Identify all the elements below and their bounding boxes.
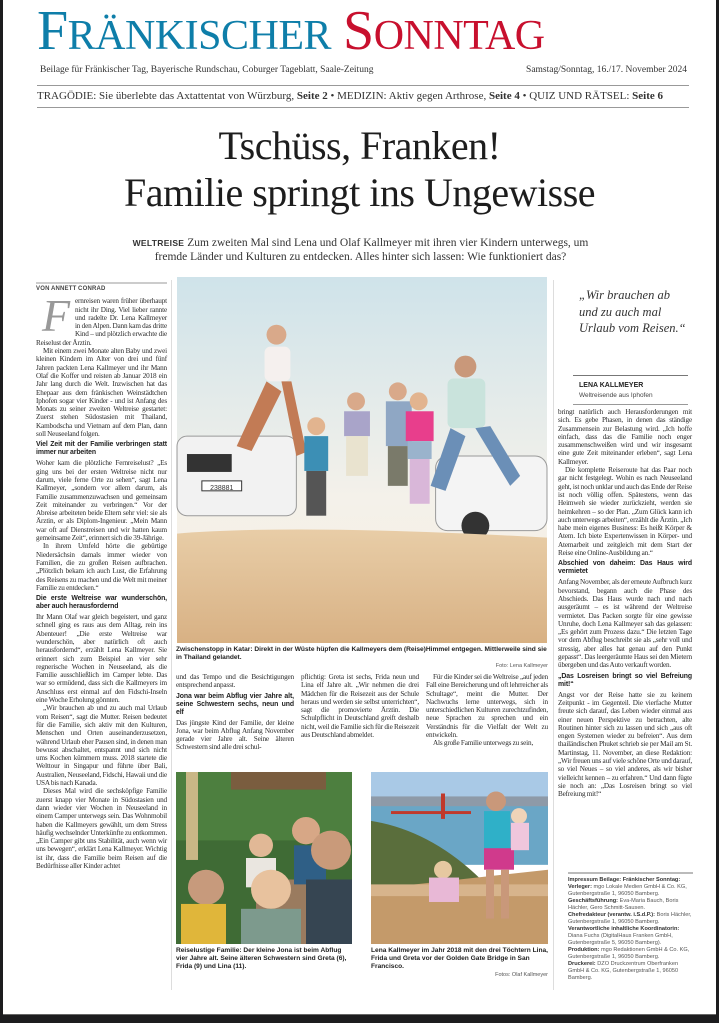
teaser-item[interactable]	[337, 90, 520, 102]
kicker: WELTREISE	[132, 238, 185, 248]
paragraph: Mit einem zwei Monate alten Baby und zwei kleinen Kindern im Alter von drei und fünf Jahren packten Lena Kallmeyer und ihr Mann Olaf die Koffer und reisten ab Januar 2018 ein Jahr lang durch die Welt. Inzwischen hat das Ehepaar aus dem fränkischen Weinstädtchen Iphofen sogar vier Kinder - und ist Anfang des Monats zu seiner zweiten Weltreise gestartet: Zuerst stehen Südostasien mit Thailand, Kambodscha und Vietnam auf dem Plan, dann soll Neuseeland folgen.	[36, 347, 167, 439]
article-column-1	[36, 282, 167, 870]
newspaper-page	[3, 0, 716, 1015]
impressum	[568, 872, 693, 982]
byline: VON ANNETT CONRAD	[36, 282, 167, 293]
bridge-tower	[441, 794, 445, 819]
supplement-line: Beilage für Fränkischer Tag, Bayerische Rundschau, Coburger Tageblatt, Saale-Zeitung	[40, 65, 374, 75]
paragraph: Dieses Mal wird die sechsköpfige Familie zuerst knapp vier Monate in Südostasien und dann wieder vier Wochen in Neuseeland in einem Camper unterwegs sein. Das Wohnmobil haben die Kallmeyers gewählt, um dem Stress häufig wechselnder Unterkünfte zu entkommen. „Ein Camper gibt uns Stabilität, auch wenn wir uns bewegen“, erklärt Lena Kallmeyer. Wichtig ist ihr, dass die Familie beim Reisen auf die Bedürfnisse aller Kinder achtet	[36, 787, 167, 870]
golden-gate-photo-image	[371, 772, 548, 944]
selfie-photo-caption	[176, 947, 352, 971]
subheading: Jona war beim Abflug vier Jahre alt, seine Schwestern sechs, neun und elf	[176, 692, 294, 716]
main-photo	[176, 277, 548, 643]
teaser-text: Sie überlebte das Axtattentat von Würzburg,	[99, 90, 295, 102]
paragraph: pflichtig: Greta ist sechs, Frida neun und Lina elf Jahre alt. „Wir nehmen die drei Mädchen für die Reisezeit aus der Schule heraus und werden sie selbst unterrichten“, sagt die promovierte Ärztin. Die Schulpflicht in Deutschland greift deshalb nicht, weil die Familie sich für die Reisezeit aus Deutschland abmeldet.	[301, 673, 419, 740]
column-rule	[553, 280, 554, 990]
article-column-4	[426, 673, 548, 748]
paragraph: Anfang November, als der erneute Aufbruch kurz bevorstand, begann auch die Phase des Abschieds. Das Haus wurde nach und nach ausgeräumt – es ist während der Weltreise vermietet. Das Packen sorgte für eine gewisse Unruhe, doch Lena Kallmeyer sah das gelassen: „Es gehört zum Prozess dazu.“ Die letzten Tage vor dem Abflug beschreibt sie als „sehr voll und stressig, aber alles hat genau auf den Punkt gepasst“. Das leergeräumte Haus sei den Mietern übergeben und das Auto verkauft worden.	[558, 578, 692, 670]
selfie-photo-image	[176, 772, 352, 944]
teaser-item[interactable]	[37, 90, 328, 102]
photo-credit: Foto: Lena Kallmeyer	[495, 663, 548, 669]
subheading: „Das Losreisen bringt so viel Befreiung mit!“	[558, 672, 692, 688]
golden-gate-caption	[371, 947, 548, 979]
photo-credit: Fotos: Olaf Kallmeyer	[495, 972, 548, 978]
subheading: Abschied von daheim: Das Haus wird vermietet	[558, 560, 692, 576]
family-selfie-photo	[176, 772, 352, 944]
teaser-page: Seite 6	[632, 90, 664, 102]
license-plate: 238881	[210, 484, 234, 492]
paragraph: bringt natürlich auch Herausforderungen mit sich. Es gebe Phasen, in denen das ständige Zusammensein zur Belastung wird. „Ich hoffe einfach, dass das die Familie noch enger zusammenschweißen wird und wir insgesamt eine gute Zeit miteinander erleben“, sagt Lena Kallmeyer.	[558, 408, 692, 466]
masthead-initial-2: S	[343, 0, 374, 62]
subheading: Viel Zeit mit der Familie verbringen statt immer nur arbeiten	[36, 441, 167, 457]
masthead-rest-2: ONNTAG	[373, 13, 545, 59]
paragraph: Angst vor der Reise hatte sie zu keinem Zeitpunkt - im Gegenteil. Die vierfache Mutter freute sich darauf, das Leben wieder einmal aus einer neuen Perspektive zu betrachten, alte Routinen hinter sich zu lassen und sich „aus oft engen Systemen wieder zu befreien“. Aus dem thailändischen Phuket schrieb sie per Mail am St. Martinstag, 11. November, an diese Redaktion: „Wir freuen uns auf viele schöne Orte und darauf, so viel Neues – so viel anderes, als wir bisher vielleicht kennen – zu erfahren.“ Und dann fügte sie noch an: „Das Losreisen bringt so viel Befreiung mit!“	[558, 690, 692, 799]
teaser-bar	[37, 85, 689, 108]
impressum-text: mgo Lokale Medien GmbH & Co. KG, Gutenbergstraße 1, 96050 Bamberg.	[568, 884, 687, 897]
sand-dune	[177, 529, 547, 643]
paragraph: ernreisen waren früher überhaupt nicht ihr Ding. Viel lieber rannte und radelte Dr. Lena Kallmeyer in den Alpen. Dann kam das dritte Kind – und plötzlich erwachte die Reiselust der Ärztin.	[36, 297, 167, 347]
divider	[573, 375, 688, 376]
headline-line-2: Familie springt ins Ungewisse	[123, 170, 596, 215]
headline	[3, 122, 716, 216]
impressum-label: Produktion:	[568, 947, 600, 953]
article-column-3	[301, 673, 419, 739]
divider	[573, 404, 688, 405]
subheading: Die erste Weltreise war wunderschön, aber auch herausfordernd	[36, 595, 167, 611]
pull-quote-role: Weltreisende aus Iphofen	[579, 392, 653, 399]
teaser-separator: •	[522, 90, 527, 102]
main-photo-caption	[176, 646, 548, 670]
pull-quote-name: LENA KALLMEYER	[579, 382, 644, 389]
paragraph: „Wir brauchen ab und zu auch mal Urlaub vom Reisen“, sagt die Mutter. Reisen bedeutet für die Familie, sich aktiv mit den Kulturen, Menschen und Orten auseinanderzusetzen, während Urlaub eher Pausen sind, in denen man bewusst abschaltet, entspannt und sich nicht ums Kochen kümmern muss. 2018 startete die Welttour in Singapur und führte über Bali, Australien, Neuseeland, Fidschi, Hawaii und die USA bis nach Kanada.	[36, 704, 167, 788]
pull-quote: „Wir brauchen ab und zu auch mal Urlaub vom Reisen.“	[579, 288, 686, 335]
paragraph: Als große Familie unterwegs zu sein,	[433, 739, 534, 748]
impressum-label: Verleger:	[568, 884, 592, 890]
impressum-label: Druckerei:	[568, 961, 596, 967]
deck-text: Zum zweiten Mal sind Lena und Olaf Kallmeyer mit ihren vier Kindern unterwegs, um fremde Länder und Kulturen zu entdecken. Alles hinter sich lassen: Wie funktioniert das?	[154, 237, 589, 263]
teaser-text: Aktiv gegen Arthrose,	[388, 90, 487, 102]
masthead	[37, 2, 687, 60]
paragraph: In ihrem Umfeld hörte die gebürtige Niedersächsin damals immer wieder von Familien, die zu großen Reisen aufbrachen. „Plötzlich bekam ich auch Lust, die Erfahrung des Reisens zu machen und die Welt mit meiner Familie zu entdecken.“	[36, 542, 167, 592]
impressum-label: Verantwortliche inhaltliche Koordinatorin:	[568, 926, 680, 932]
golden-gate-photo	[371, 772, 548, 944]
teaser-topic: TRAGÖDIE:	[37, 90, 97, 102]
impressum-text: DZO Druckzentrum Oberfranken GmbH & Co. KG, Gutenbergstraße 1, 96050 Bamberg.	[568, 961, 679, 981]
article-column-5	[558, 408, 692, 798]
impressum-title: Impressum Beilage: Fränkischer Sonntag:	[568, 877, 681, 883]
impressum-text: Boris Hächler, Gutenbergstraße 1, 96050 Bamberg.	[568, 912, 692, 925]
masthead-title-part1	[37, 0, 331, 62]
masthead-subline	[40, 64, 687, 76]
headline-line-1: Tschüss, Franken!	[218, 123, 501, 168]
caption-text: Lena Kallmeyer im Jahr 2018 mit den drei Töchtern Lina, Frida und Greta vor der Golden Gate Bridge in San Francisco.	[371, 947, 548, 970]
paragraph: Für die Kinder sei die Weltreise „auf jeden Fall eine Bereicherung und oft lehrreicher als Schultage“, meint die Mutter. Der Nachwuchs lerne unterwegs, sich in unterschiedlichen Kulturen zurechtzufinden, neue Sprachen zu sprechen und ein Verständnis für die Vielfalt der Welt zu entwickeln.	[426, 673, 548, 740]
teaser-separator: •	[330, 90, 335, 102]
masthead-title-part2	[343, 0, 545, 62]
paragraph: Woher kam die plötzliche Fernreiselust? „Es ging uns bei der ersten Weltreise nicht nur darum, viele ferne Orte zu sehen“, sagt Lena Kallmeyer, „sondern vor allem darum, als Familie zusammenzuwachsen und gemeinsam Zeit miteinander zu verbringen.“ Vor der Abreise arbeiteten beide Eltern sehr viel: sie als Ärztin, er als Diplom-Ingenieur. „Mein Mann war oft auf Dienstreisen und wir hatten kaum gemeinsame Zeit“, erinnert sich die 39-Jährige.	[36, 459, 167, 543]
paragraph: Ihr Mann Olaf war gleich begeistert, und ganz schnell ging es raus aus dem Alltag, rein ins Abenteuer! „Die erste Weltreise war wunderschön, aber natürlich oft auch herausfordernd“, erzählt Lena Kallmeyer. Sie erinnert sich zum Beispiel an vier sehr regnerische Wochen in Neuseeland, als die Familie ausschließlich im Camper lebte. Das war so ermüdend, dass sich die Kallmeyers im Anschluss erst einmal auf den Fidschi-Inseln eine Woche Erholung gönnten.	[36, 613, 167, 705]
masthead-initial-1: F	[37, 0, 68, 62]
paragraph: Die komplette Reiseroute hat das Paar noch gar nicht festgelegt. Wohin es nach Neuseeland geht, ist noch unklar und auch das Ende der Reise ist noch völlig offen. Spätestens, wenn das Heimweh sie wieder zurückzieht, werden sie heimkehren – so der Plan. „Zum Glück kann ich auch unterwegs arbeiten“, erzählt die Ärztin. „Ich habe mein eigenes Business: Es heißt Körper & Atem. Ich biete Expertenwissen in Körper- und Atemarbeit und zeitgleich mit dem Start der Reise eine Online-Ausbildung an.“	[558, 466, 692, 558]
caption-text: Reiselustige Familie: Der kleine Jona ist beim Abflug vier Jahre alt. Seine älteren Schwestern sind Greta (6), Frida (9) und Lina (11).	[176, 947, 347, 970]
impressum-text: Diana Fuchs (DigitalHaus Franken GmbH, Gutenbergstraße 5, 96050 Bamberg).	[568, 933, 673, 946]
impressum-label: Geschäftsführung:	[568, 898, 619, 904]
caption-text: Zwischenstopp in Katar: Direkt in der Wüste hüpfen die Kallmeyers dem (Reise)Himmel entgegen. Mittlerweile sind sie in Thailand gelandet.	[176, 646, 547, 661]
teaser-topic: QUIZ UND RÄTSEL:	[529, 90, 630, 102]
desert-jump-photo	[176, 277, 548, 643]
teaser-page: Seite 2	[296, 90, 328, 102]
teaser-topic: MEDIZIN:	[337, 90, 387, 102]
masthead-rest-1: RÄNKISCHER	[67, 13, 332, 59]
article-column-2	[176, 673, 294, 752]
column-rule	[171, 280, 172, 990]
issue-date: Samstag/Sonntag, 16./17. November 2024	[526, 65, 687, 75]
paragraph: Das jüngste Kind der Familie, der kleine Jona, war beim Abflug Anfang November gerade vier Jahre alt. Seine älteren Schwestern sind alle drei schul-	[176, 718, 294, 752]
dropcap: F	[42, 290, 70, 342]
paragraph: und das Tempo und die Besichtigungen entsprechend anpasst.	[176, 673, 294, 690]
deck	[123, 236, 598, 264]
impressum-text: mgo Redaktionen GmbH & Co. KG, Gutenbergstraße 1, 96050 Bamberg.	[568, 947, 690, 960]
teaser-page: Seite 4	[488, 90, 520, 102]
car-left	[177, 436, 296, 516]
impressum-label: Chefredakteur (verantw. i.S.d.P.):	[568, 912, 656, 918]
impressum-text: Eva-Maria Bauch, Boris Hächler, Gero Schmitt-Sausen.	[568, 898, 679, 911]
teaser-item[interactable]	[529, 90, 663, 102]
